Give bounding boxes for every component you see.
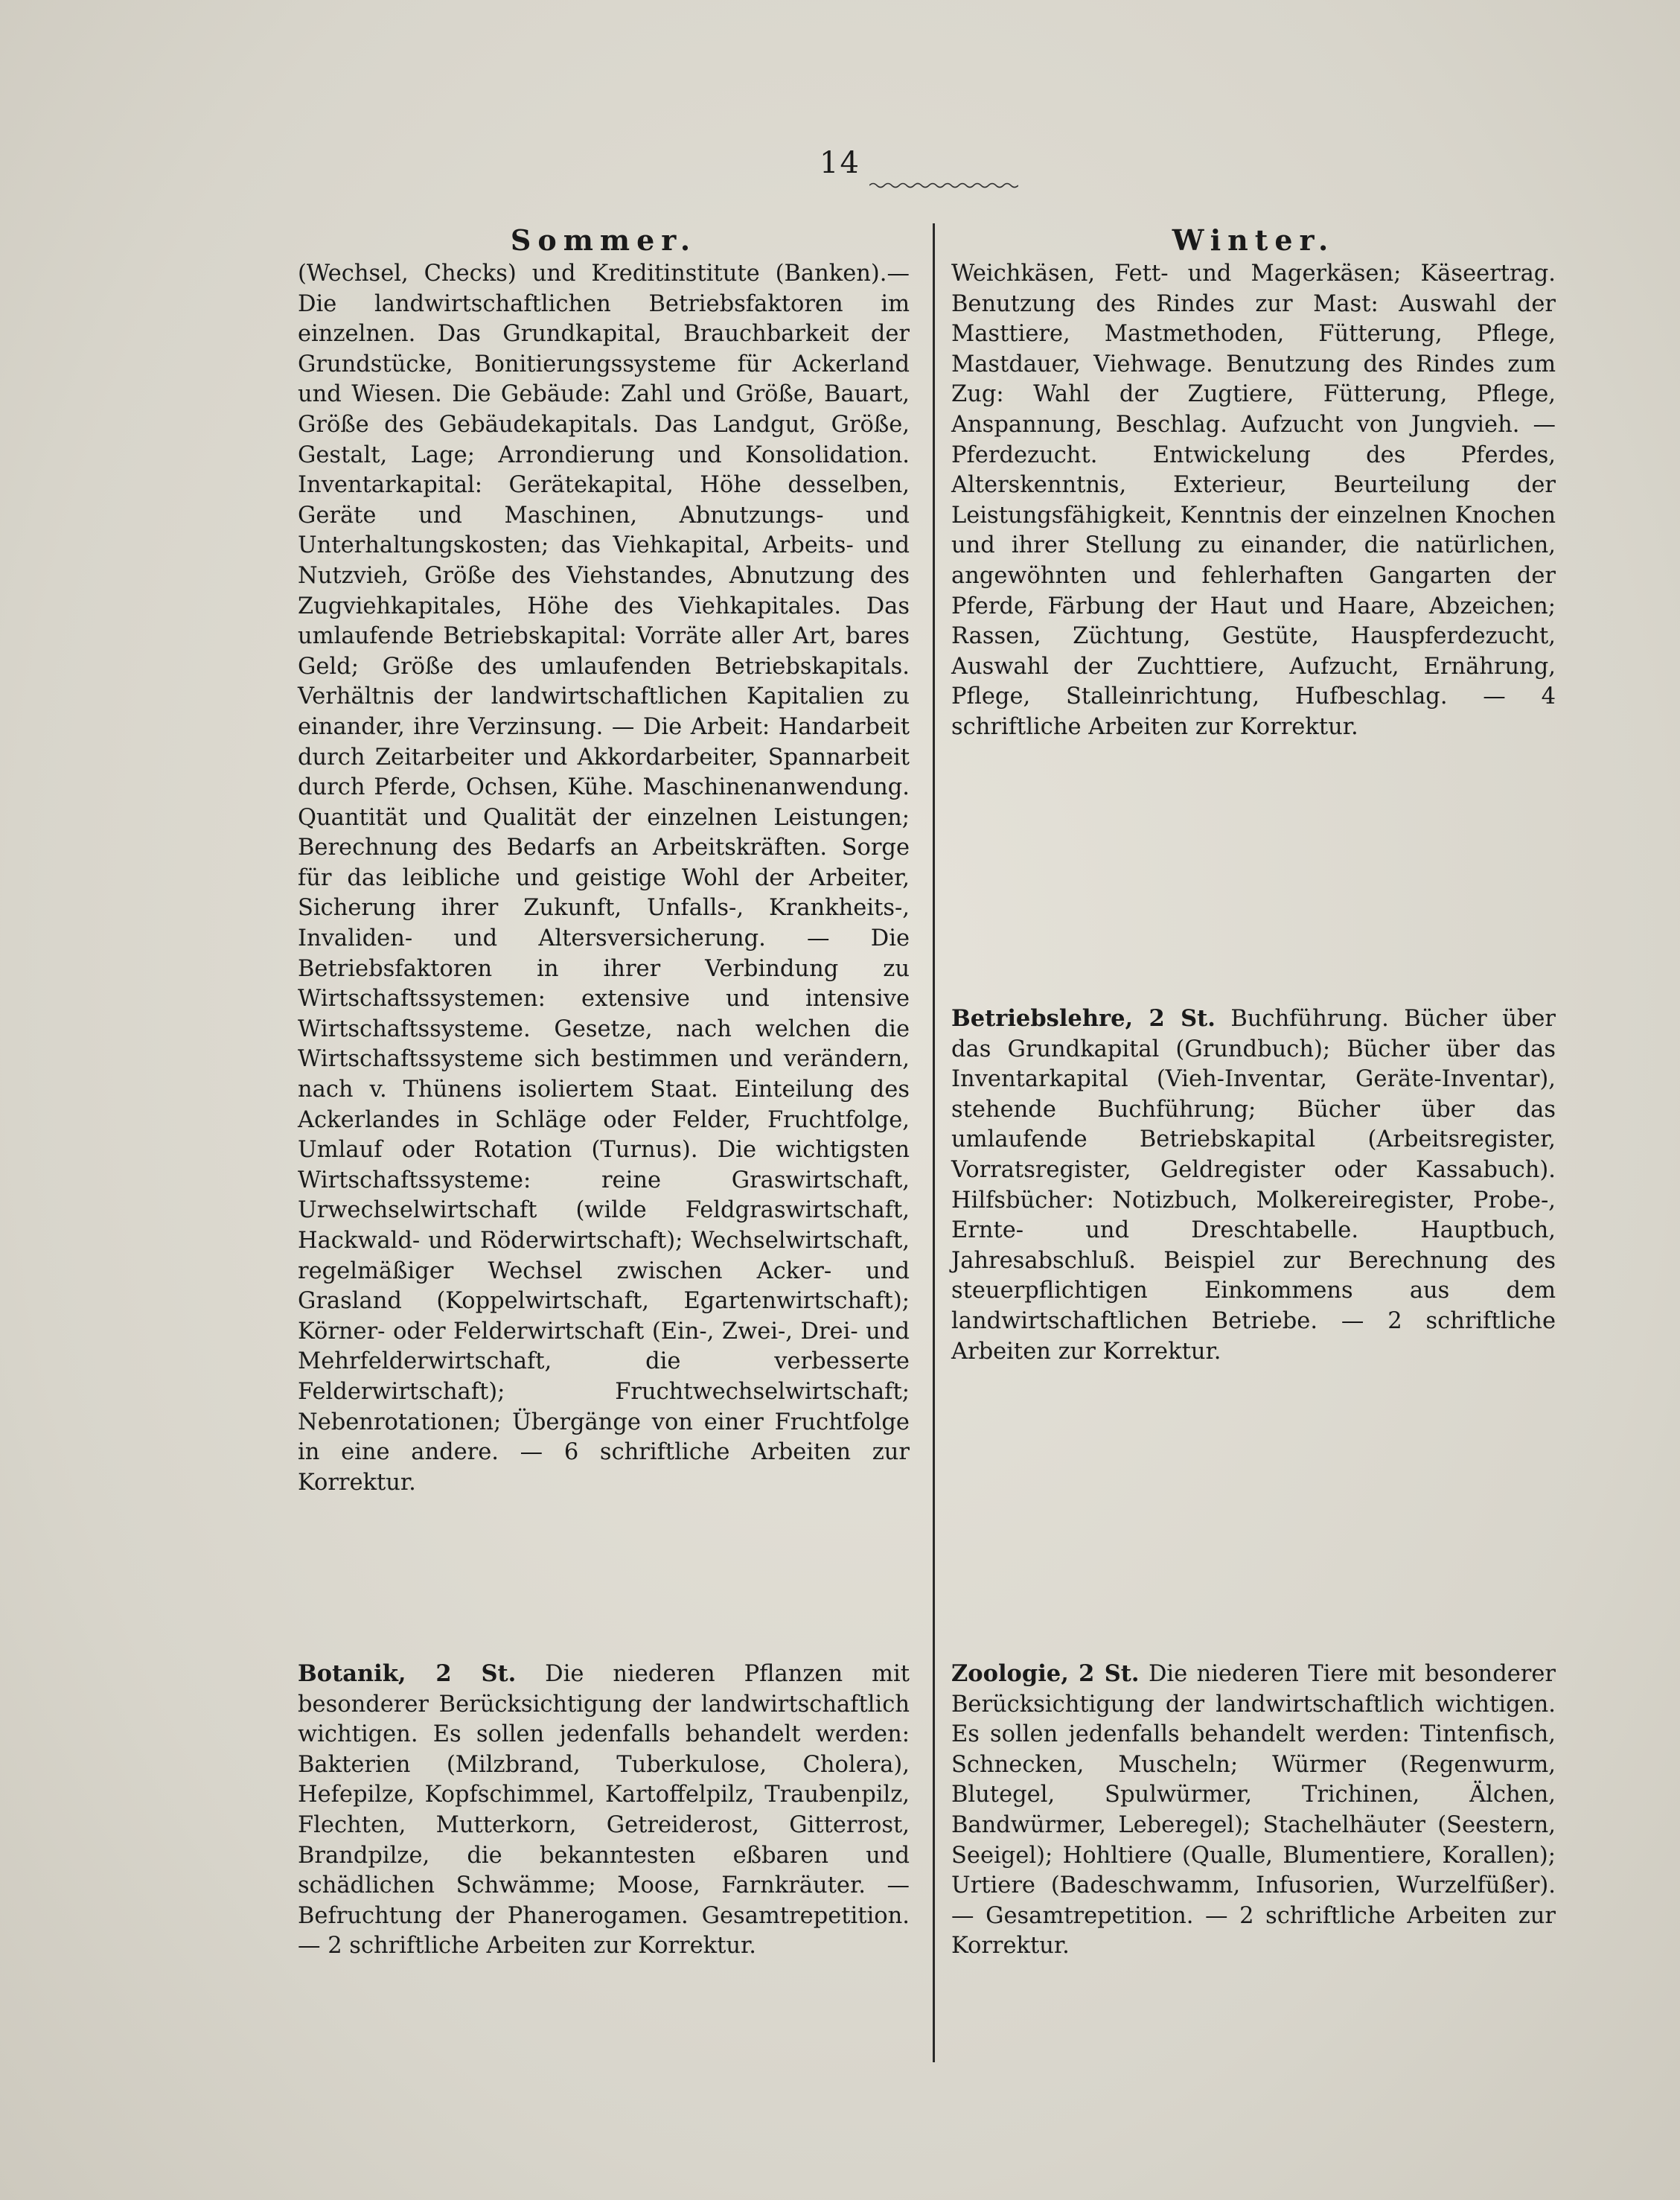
subject-lead: Betriebslehre, 2 St. xyxy=(951,1005,1216,1032)
subject-lead: Botanik, 2 St. xyxy=(298,1660,517,1687)
paragraph-text: Die niederen Tiere mit besonderer Berücksichtigung der landwirtschaftlich wichtigen. Es sollen jedenfalls behandelt werden: Tintenfisch, Schnecken, Muscheln; Würmer (Regenwurm, Blutegel, Spulwürmer, Trichinen, Älchen, Bandwürmer, Leberegel); Stachelhäuter (Seestern, Seeigel); Hohltiere (Qualle, Blumentiere, Korallen); Urtiere (Badeschwamm, Infusorien, Wurzelfüßer). — Gesamtrepetition. — 2 schriftliche Arbeiten zur Korrektur. xyxy=(951,1661,1556,1960)
sommer-botanik-text xyxy=(298,1659,910,1962)
winter-betriebslehre-text xyxy=(951,1004,1556,1367)
sommer-betriebsfaktoren-text xyxy=(298,259,910,1498)
wave-ornament xyxy=(869,182,1018,189)
subject-lead: Zoologie, 2 St. xyxy=(951,1660,1140,1687)
column-heading-sommer: Sommer. xyxy=(510,223,697,257)
page-number: 14 xyxy=(820,146,860,180)
paragraph-text: (Wechsel, Checks) und Kreditinstitute (Banken).— Die landwirtschaftlichen Betriebsfaktoren im einzelnen. Das Grundkapital, Brauchbarkeit der Grundstücke, Bonitierungssysteme für Ackerland und Wiesen. Die Gebäude: Zahl und Größe, Bauart, Größe des Gebäudekapitals. Das Landgut, Größe, Gestalt, Lage; Arrondierung und Konsolidation. Inventarkapital: Gerätekapital, Höhe desselben, Geräte und Maschinen, Abnutzungs- und Unterhaltungskosten; das Viehkapital, Arbeits- und Nutzvieh, Größe des Viehstandes, Abnutzung des Zugviehkapitales, Höhe des Viehkapitales. Das umlaufende Betriebskapital: Vorräte aller Art, bares Geld; Größe des umlaufenden Betriebskapitals. Verhältnis der landwirtschaftlichen Kapitalien zu einander, ihre Verzinsung. — Die Arbeit: Handarbeit durch Zeitarbeiter und Akkordarbeiter, Spannarbeit durch Pferde, Ochsen, Kühe. Maschinenanwendung. Quantität und Qualität der einzelnen Leistungen; Berechnung des Bedarfs an Arbeitskräften. Sorge für das leibliche und geistige Wohl der Arbeiter, Sicherung ihrer Zukunft, Unfalls-, Krankheits-, Invaliden- und Altersversicherung. — Die Betriebsfaktoren in ihrer Verbindung zu Wirtschaftssystemen: extensive und intensive Wirtschaftssysteme. Gesetze, nach welchen die Wirtschaftssysteme sich bestimmen und verändern, nach v. Thünens isoliertem Staat. Einteilung des Ackerlandes in Schläge oder Felder, Fruchtfolge, Umlauf oder Rotation (Turnus). Die wichtigsten Wirtschaftssysteme: reine Graswirtschaft, Urwechselwirtschaft (wilde Feldgraswirtschaft, Hackwald- und Röderwirtschaft); Wechselwirtschaft, regelmäßiger Wechsel zwischen Acker- und Grasland (Koppelwirtschaft, Egartenwirtschaft); Körner- oder Felderwirtschaft (Ein-, Zwei-, Drei- und Mehrfelderwirtschaft, die verbesserte Felderwirtschaft); Fruchtwechselwirtschaft; Nebenrotationen; Übergänge von einer Fruchtfolge in eine andere. — 6 schriftliche Arbeiten zur Korrektur. xyxy=(298,261,910,1496)
winter-zoologie-text xyxy=(951,1659,1556,1962)
column-heading-winter: Winter. xyxy=(1172,223,1335,257)
column-divider xyxy=(933,223,935,2062)
paragraph-text: Buchführung. Bücher über das Grundkapital (Grundbuch); Bücher über das Inventarkapital (Vieh-Inventar, Geräte-Inventar), stehende Buchführung; Bücher über das umlaufende Betriebskapital (Arbeitsregister, Vorratsregister, Geldregister oder Kassabuch). Hilfsbücher: Notizbuch, Molkereiregister, Probe-, Ernte- und Dreschtabelle. Hauptbuch, Jahresabschluß. Beispiel zur Berechnung des steuerpflichtigen Einkommens aus dem landwirtschaftlichen Betriebe. — 2 schriftliche Arbeiten zur Korrektur. xyxy=(951,1006,1556,1365)
paragraph-text: Die niederen Pflanzen mit besonderer Berücksichtigung der landwirtschaftlich wichtigen. Es sollen jedenfalls behandelt werden: Bakterien (Milzbrand, Tuberkulose, Cholera), Hefepilze, Kopfschimmel, Kartoffelpilz, Traubenpilz, Flechten, Mutterkorn, Getreiderost, Gitterrost, Brandpilze, die bekanntesten eßbaren und schädlichen Schwämme; Moose, Farnkräuter. — Befruchtung der Phanerogamen. Gesamtrepetition. — 2 schriftliche Arbeiten zur Korrektur. xyxy=(298,1661,910,1960)
paragraph-text: Weichkäsen, Fett- und Magerkäsen; Käseertrag. Benutzung des Rindes zur Mast: Auswahl der Masttiere, Mastmethoden, Fütterung, Pflege, Mastdauer, Viehwage. Benutzung des Rindes zum Zug: Wahl der Zugtiere, Fütterung, Pflege, Anspannung, Beschlag. Aufzucht von Jungvieh. — Pferdezucht. Entwickelung des Pferdes, Alterskenntnis, Exterieur, Beurteilung der Leistungsfähigkeit, Kenntnis der einzelnen Knochen und ihrer Stellung zu einander, die natürlichen, angewöhnten und fehlerhaften Gangarten der Pferde, Färbung der Haut und Haare, Abzeichen; Rassen, Züchtung, Gestüte, Hauspferdezucht, Auswahl der Zuchttiere, Aufzucht, Ernährung, Pflege, Stalleinrichtung, Hufbeschlag. — 4 schriftliche Arbeiten zur Korrektur. xyxy=(951,261,1556,740)
winter-tierzucht-text xyxy=(951,259,1556,743)
